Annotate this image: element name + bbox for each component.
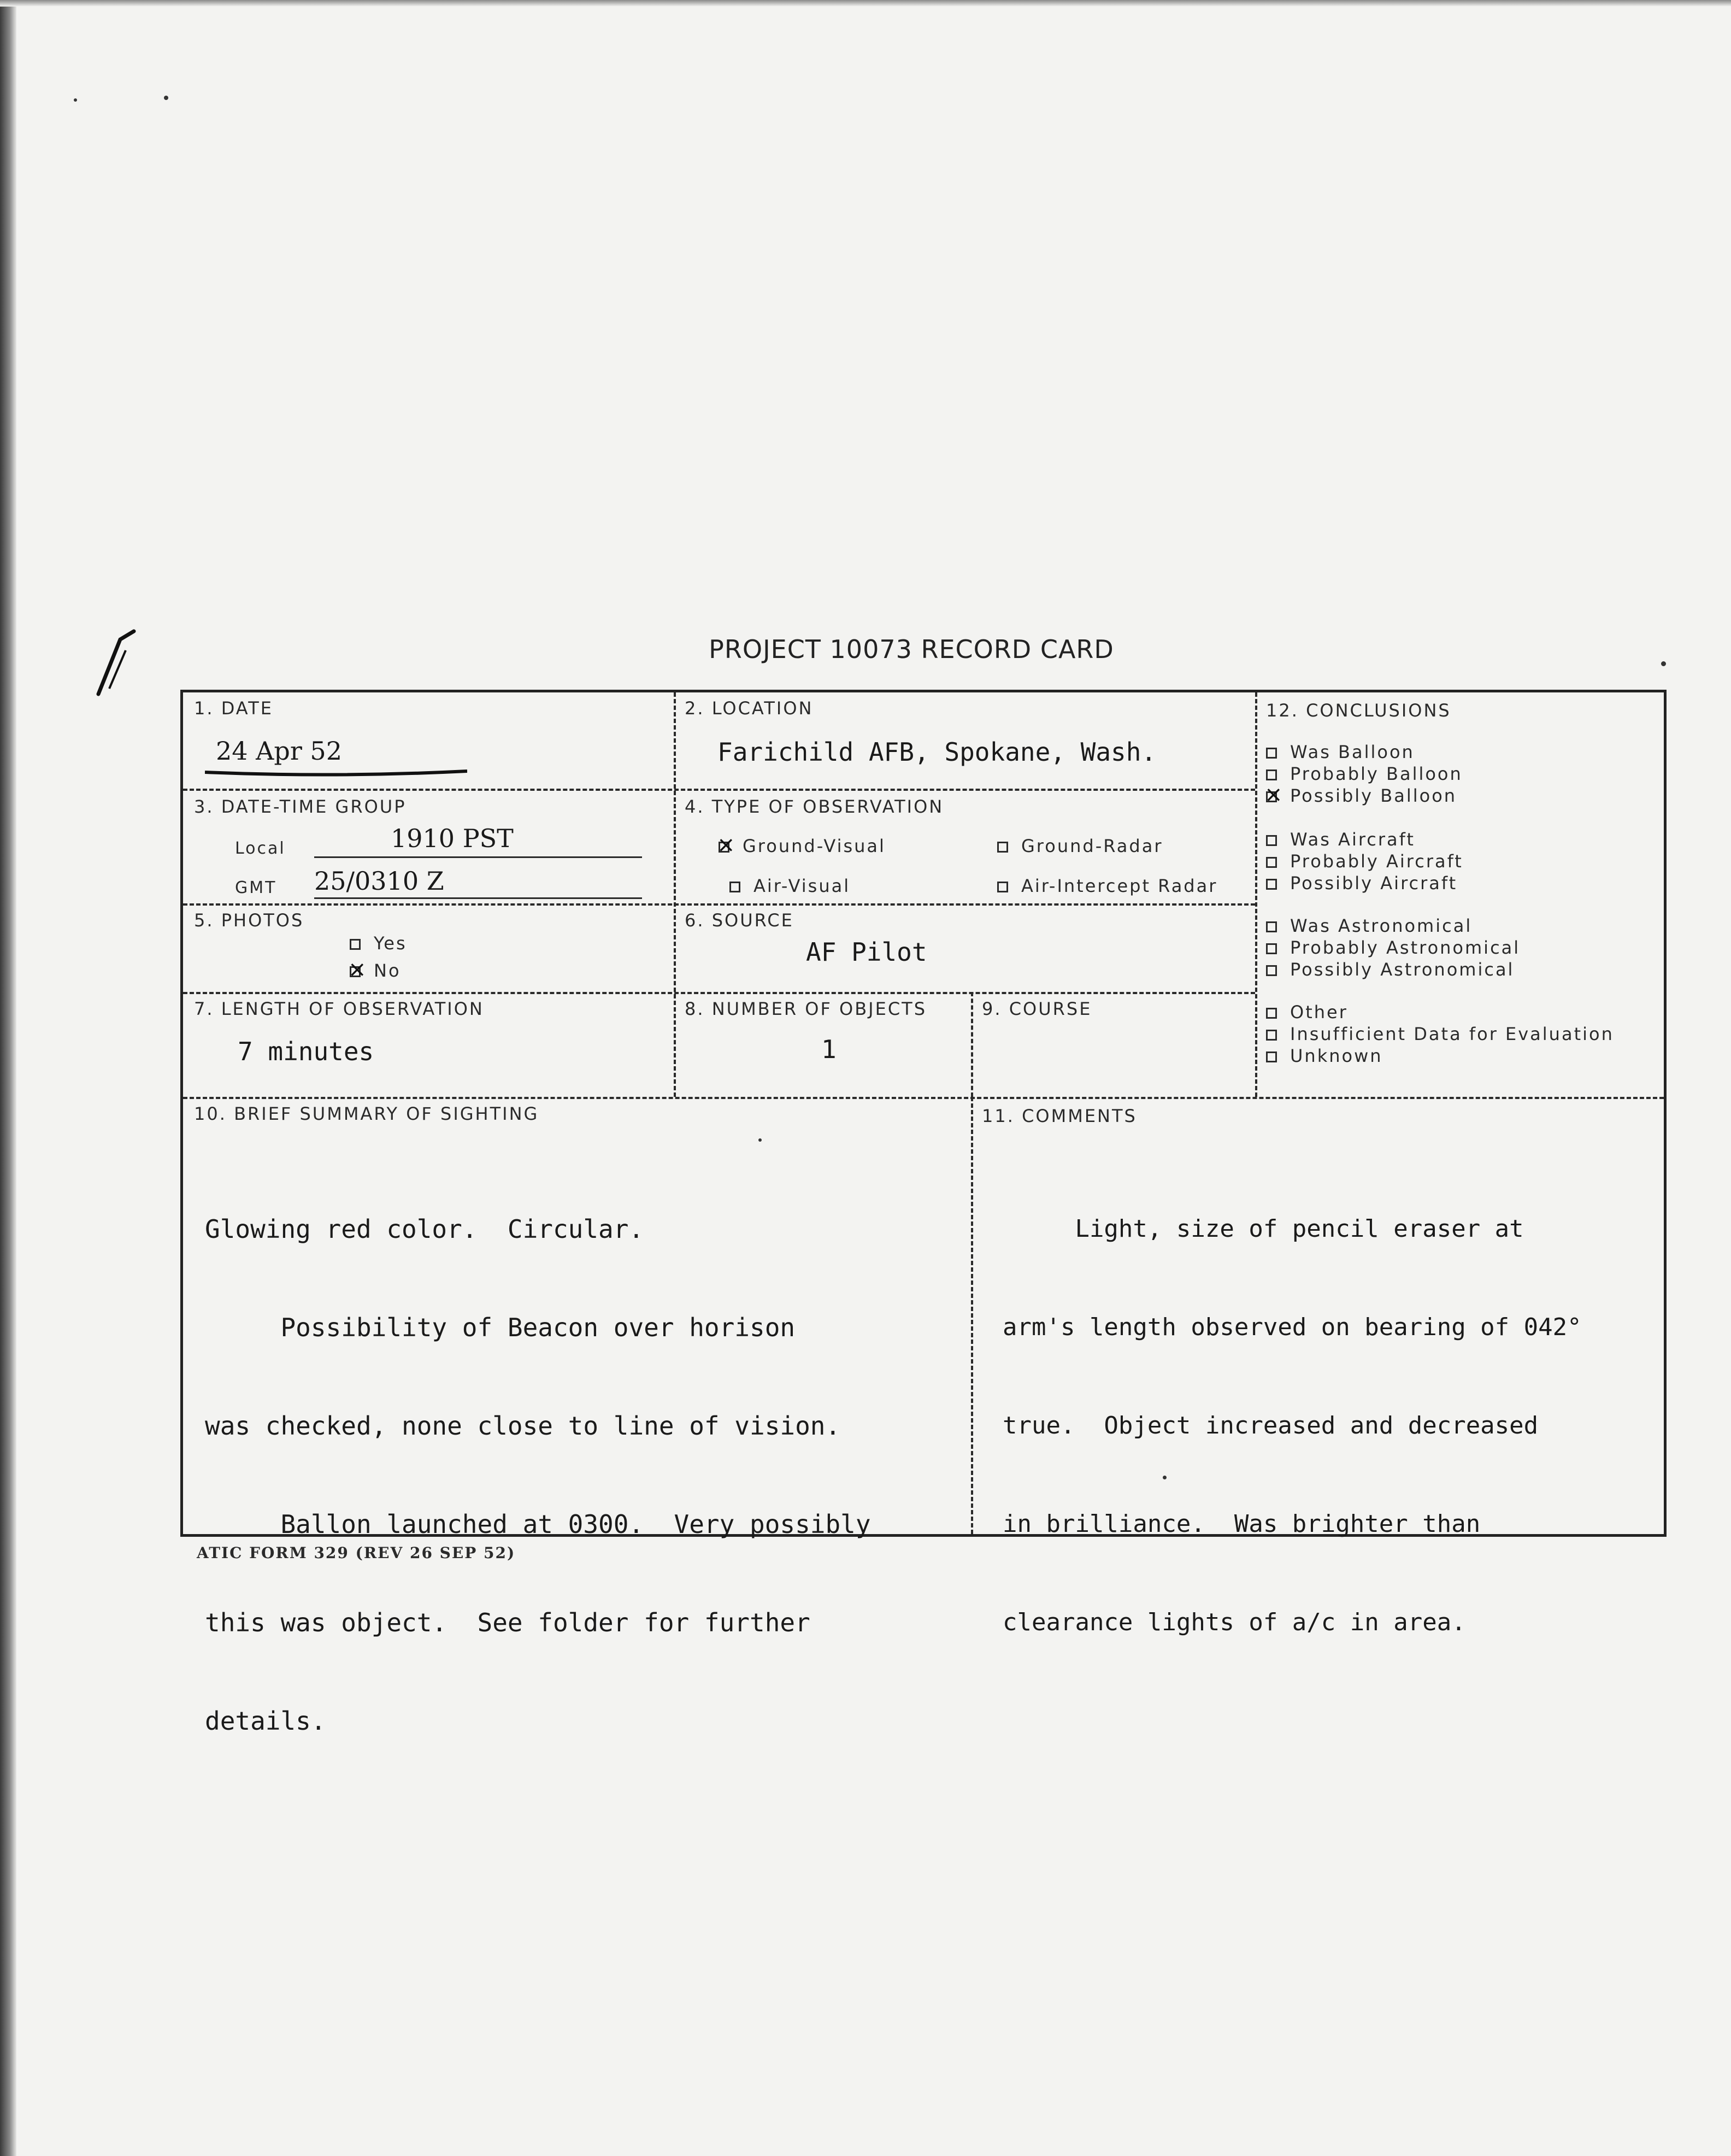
course-label: 9. COURSE <box>982 998 1092 1019</box>
photos-yes: Yes <box>350 933 407 954</box>
form-footer: ATIC FORM 329 (REV 26 SEP 52) <box>197 1544 516 1562</box>
date-underline <box>205 768 467 779</box>
gmt-label: GMT <box>235 878 277 897</box>
comments-line: clearance lights of a/c in area. <box>1003 1608 1466 1636</box>
obs-air-intercept-radar-checkbox[interactable] <box>997 882 1008 892</box>
conclusion-probably-astronomical-checkbox[interactable] <box>1266 943 1277 954</box>
local-value: 1910 PST <box>391 824 514 853</box>
scan-edge-top <box>0 0 1731 7</box>
row-divider <box>183 903 1255 906</box>
conclusion-possibly-aircraft-checkbox[interactable] <box>1266 879 1277 890</box>
length-of-observation-value: 7 minutes <box>238 1037 374 1066</box>
scan-speck <box>164 96 168 100</box>
summary-line: Possibility of Beacon over horison <box>205 1313 796 1342</box>
number-of-objects-value: 1 <box>821 1035 837 1064</box>
summary-line: this was object. See folder for further <box>205 1608 810 1637</box>
card-title: PROJECT 10073 RECORD CARD <box>709 635 1114 664</box>
source-value: AF Pilot <box>806 937 927 967</box>
conclusion-was-astronomical-checkbox[interactable] <box>1266 921 1277 932</box>
row-divider <box>183 992 1255 994</box>
summary-line: details. <box>205 1706 326 1736</box>
conclusion-was-balloon-checkbox[interactable] <box>1266 748 1277 759</box>
obs-air-intercept-radar: Air-Intercept Radar <box>997 876 1217 896</box>
scan-edge-left <box>0 0 16 2156</box>
conclusion-insufficient-data: Insufficient Data for Evaluation <box>1266 1024 1614 1044</box>
conclusions-label: 12. CONCLUSIONS <box>1266 700 1451 721</box>
photos-no: ×No <box>350 960 401 981</box>
row-divider <box>183 789 1255 791</box>
summary-text <box>205 1147 871 1803</box>
summary-line: Ballon launched at 0300. Very possibly <box>205 1509 871 1539</box>
conclusion-probably-astronomical: Probably Astronomical <box>1266 937 1520 958</box>
col-divider <box>674 692 676 1097</box>
conclusion-other-checkbox[interactable] <box>1266 1008 1277 1019</box>
scan-speck <box>1661 661 1666 666</box>
number-of-objects-label: 8. NUMBER OF OBJECTS <box>685 998 927 1019</box>
conclusion-possibly-balloon: ×Possibly Balloon <box>1266 785 1457 806</box>
conclusion-probably-balloon: Probably Balloon <box>1266 763 1463 784</box>
comments-line: in brilliance. Was brighter than <box>1003 1510 1481 1538</box>
length-of-observation-label: 7. LENGTH OF OBSERVATION <box>194 998 484 1019</box>
date-label: 1. DATE <box>194 698 273 719</box>
local-label: Local <box>235 839 286 858</box>
obs-air-visual-checkbox[interactable] <box>729 882 740 892</box>
comments-line: arm's length observed on bearing of 042° <box>1003 1313 1582 1341</box>
conclusion-possibly-astronomical: Possibly Astronomical <box>1266 959 1514 980</box>
col-divider <box>971 992 973 1097</box>
comments-line: Light, size of pencil eraser at <box>1003 1215 1524 1243</box>
photos-no-checkbox[interactable] <box>350 966 361 977</box>
conclusion-possibly-aircraft: Possibly Aircraft <box>1266 873 1457 894</box>
gmt-line <box>314 897 642 899</box>
conclusion-unknown-checkbox[interactable] <box>1266 1051 1277 1062</box>
conclusion-possibly-balloon-checkbox[interactable] <box>1266 791 1277 802</box>
conclusion-was-balloon: Was Balloon <box>1266 742 1415 762</box>
conclusion-unknown: Unknown <box>1266 1045 1383 1066</box>
row-divider <box>183 1097 1664 1099</box>
source-label: 6. SOURCE <box>685 910 794 931</box>
date-time-group-label: 3. DATE-TIME GROUP <box>194 796 407 817</box>
gmt-value: 25/0310 Z <box>314 866 444 896</box>
summary-line: Glowing red color. Circular. <box>205 1214 644 1244</box>
location-value: Farichild AFB, Spokane, Wash. <box>717 737 1157 767</box>
obs-ground-radar: Ground-Radar <box>997 836 1163 856</box>
photos-label: 5. PHOTOS <box>194 910 304 931</box>
comments-label: 11. COMMENTS <box>982 1106 1137 1126</box>
conclusion-insufficient-data-checkbox[interactable] <box>1266 1030 1277 1041</box>
photos-yes-checkbox[interactable] <box>350 939 361 950</box>
scan-speck <box>74 98 77 102</box>
type-of-observation-label: 4. TYPE OF OBSERVATION <box>685 796 944 817</box>
comments-text <box>1003 1147 1582 1705</box>
conclusion-probably-aircraft-checkbox[interactable] <box>1266 857 1277 868</box>
location-label: 2. LOCATION <box>685 698 814 719</box>
date-value: 24 Apr 52 <box>216 736 342 766</box>
conclusion-probably-aircraft: Probably Aircraft <box>1266 851 1463 872</box>
conclusion-probably-balloon-checkbox[interactable] <box>1266 769 1277 780</box>
summary-line: was checked, none close to line of vision. <box>205 1411 841 1441</box>
conclusion-was-aircraft-checkbox[interactable] <box>1266 835 1277 846</box>
conclusion-was-astronomical: Was Astronomical <box>1266 915 1472 936</box>
conclusion-was-aircraft: Was Aircraft <box>1266 829 1415 850</box>
summary-label: 10. BRIEF SUMMARY OF SIGHTING <box>194 1103 539 1124</box>
conclusion-other: Other <box>1266 1002 1348 1023</box>
conclusion-possibly-astronomical-checkbox[interactable] <box>1266 965 1277 976</box>
local-line <box>314 856 642 858</box>
pen-check-mark <box>93 628 142 700</box>
obs-air-visual: Air-Visual <box>729 876 850 896</box>
comments-line: true. Object increased and decreased <box>1003 1412 1539 1440</box>
col-divider <box>971 1097 973 1534</box>
obs-ground-visual-checkbox[interactable] <box>719 842 729 853</box>
obs-ground-radar-checkbox[interactable] <box>997 842 1008 853</box>
col-divider <box>1255 692 1257 1097</box>
obs-ground-visual: ×Ground-Visual <box>719 836 886 856</box>
